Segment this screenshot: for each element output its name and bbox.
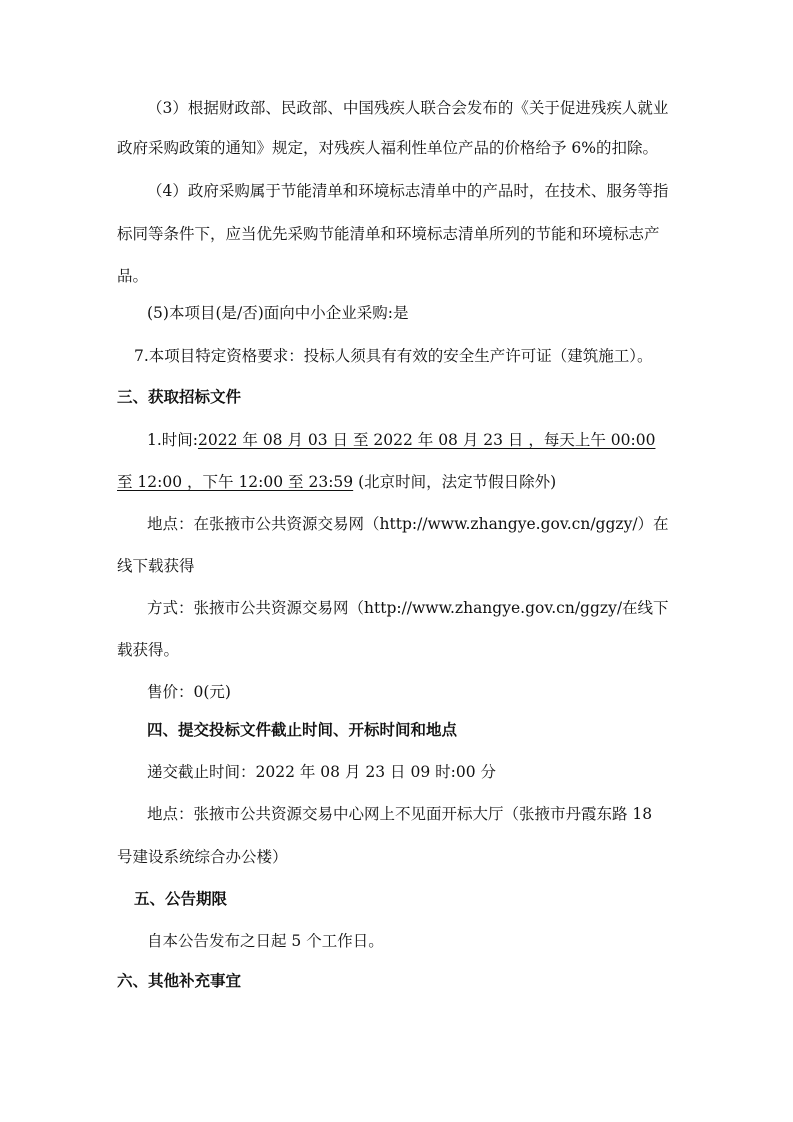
section-heading-5: 五、公告期限 (134, 890, 228, 908)
paragraph-line: (5)本项目(是/否)面向中小企业采购:是 (147, 304, 409, 322)
paragraph-line: 品。 (117, 267, 149, 285)
time-note: (北京时间，法定节假日除外) (353, 473, 557, 491)
section-heading-3: 三、获取招标文件 (117, 388, 242, 406)
paragraph-line: （4）政府采购属于节能清单和环境标志清单中的产品时，在技术、服务等指 (147, 182, 669, 200)
section-heading-4: 四、提交投标文件截止时间、开标时间和地点 (147, 721, 458, 739)
paragraph-line: 标同等条件下，应当优先采购节能清单和环境标志清单所列的节能和环境标志产 (117, 225, 660, 243)
place-line: 地点：张掖市公共资源交易中心网上不见面开标大厅（张掖市丹霞东路 18 (147, 805, 653, 823)
place-line: 号建设系统综合办公楼） (117, 848, 288, 866)
time-line-1 (147, 428, 655, 452)
method-line: 载获得。 (117, 641, 180, 659)
location-line: 线下载获得 (117, 557, 195, 575)
location-line: 地点：在张掖市公共资源交易网（http://www.zhangye.gov.cn/ggzy/）在 (147, 515, 669, 533)
time-label: 1.时间: (147, 431, 199, 449)
paragraph-line: 政府采购政策的通知》规定，对残疾人福利性单位产品的价格给予 6%的扣除。 (117, 139, 659, 157)
deadline-line: 递交截止时间：2022 年 08 月 23 日 09 时:00 分 (147, 763, 496, 781)
method-line: 方式：张掖市公共资源交易网（http://www.zhangye.gov.cn/ggzy/在线下 (147, 599, 669, 617)
time-range-text: 至 12:00 ，下午 12:00 至 23:59 (117, 473, 354, 491)
notice-line: 自本公告发布之日起 5 个工作日。 (147, 932, 384, 950)
section-heading-6: 六、其他补充事宜 (117, 972, 242, 990)
paragraph-line: （3）根据财政部、民政部、中国残疾人联合会发布的《关于促进残疾人就业 (147, 99, 669, 117)
paragraph-line: 7.本项目特定资格要求：投标人须具有有效的安全生产许可证（建筑施工）。 (134, 347, 653, 365)
price-line: 售价：0(元) (147, 683, 231, 701)
time-range-text: 2022 年 08 月 03 日 至 2022 年 08 月 23 日 ，每天上午 00:00 (198, 431, 656, 449)
time-line-2 (117, 470, 556, 494)
